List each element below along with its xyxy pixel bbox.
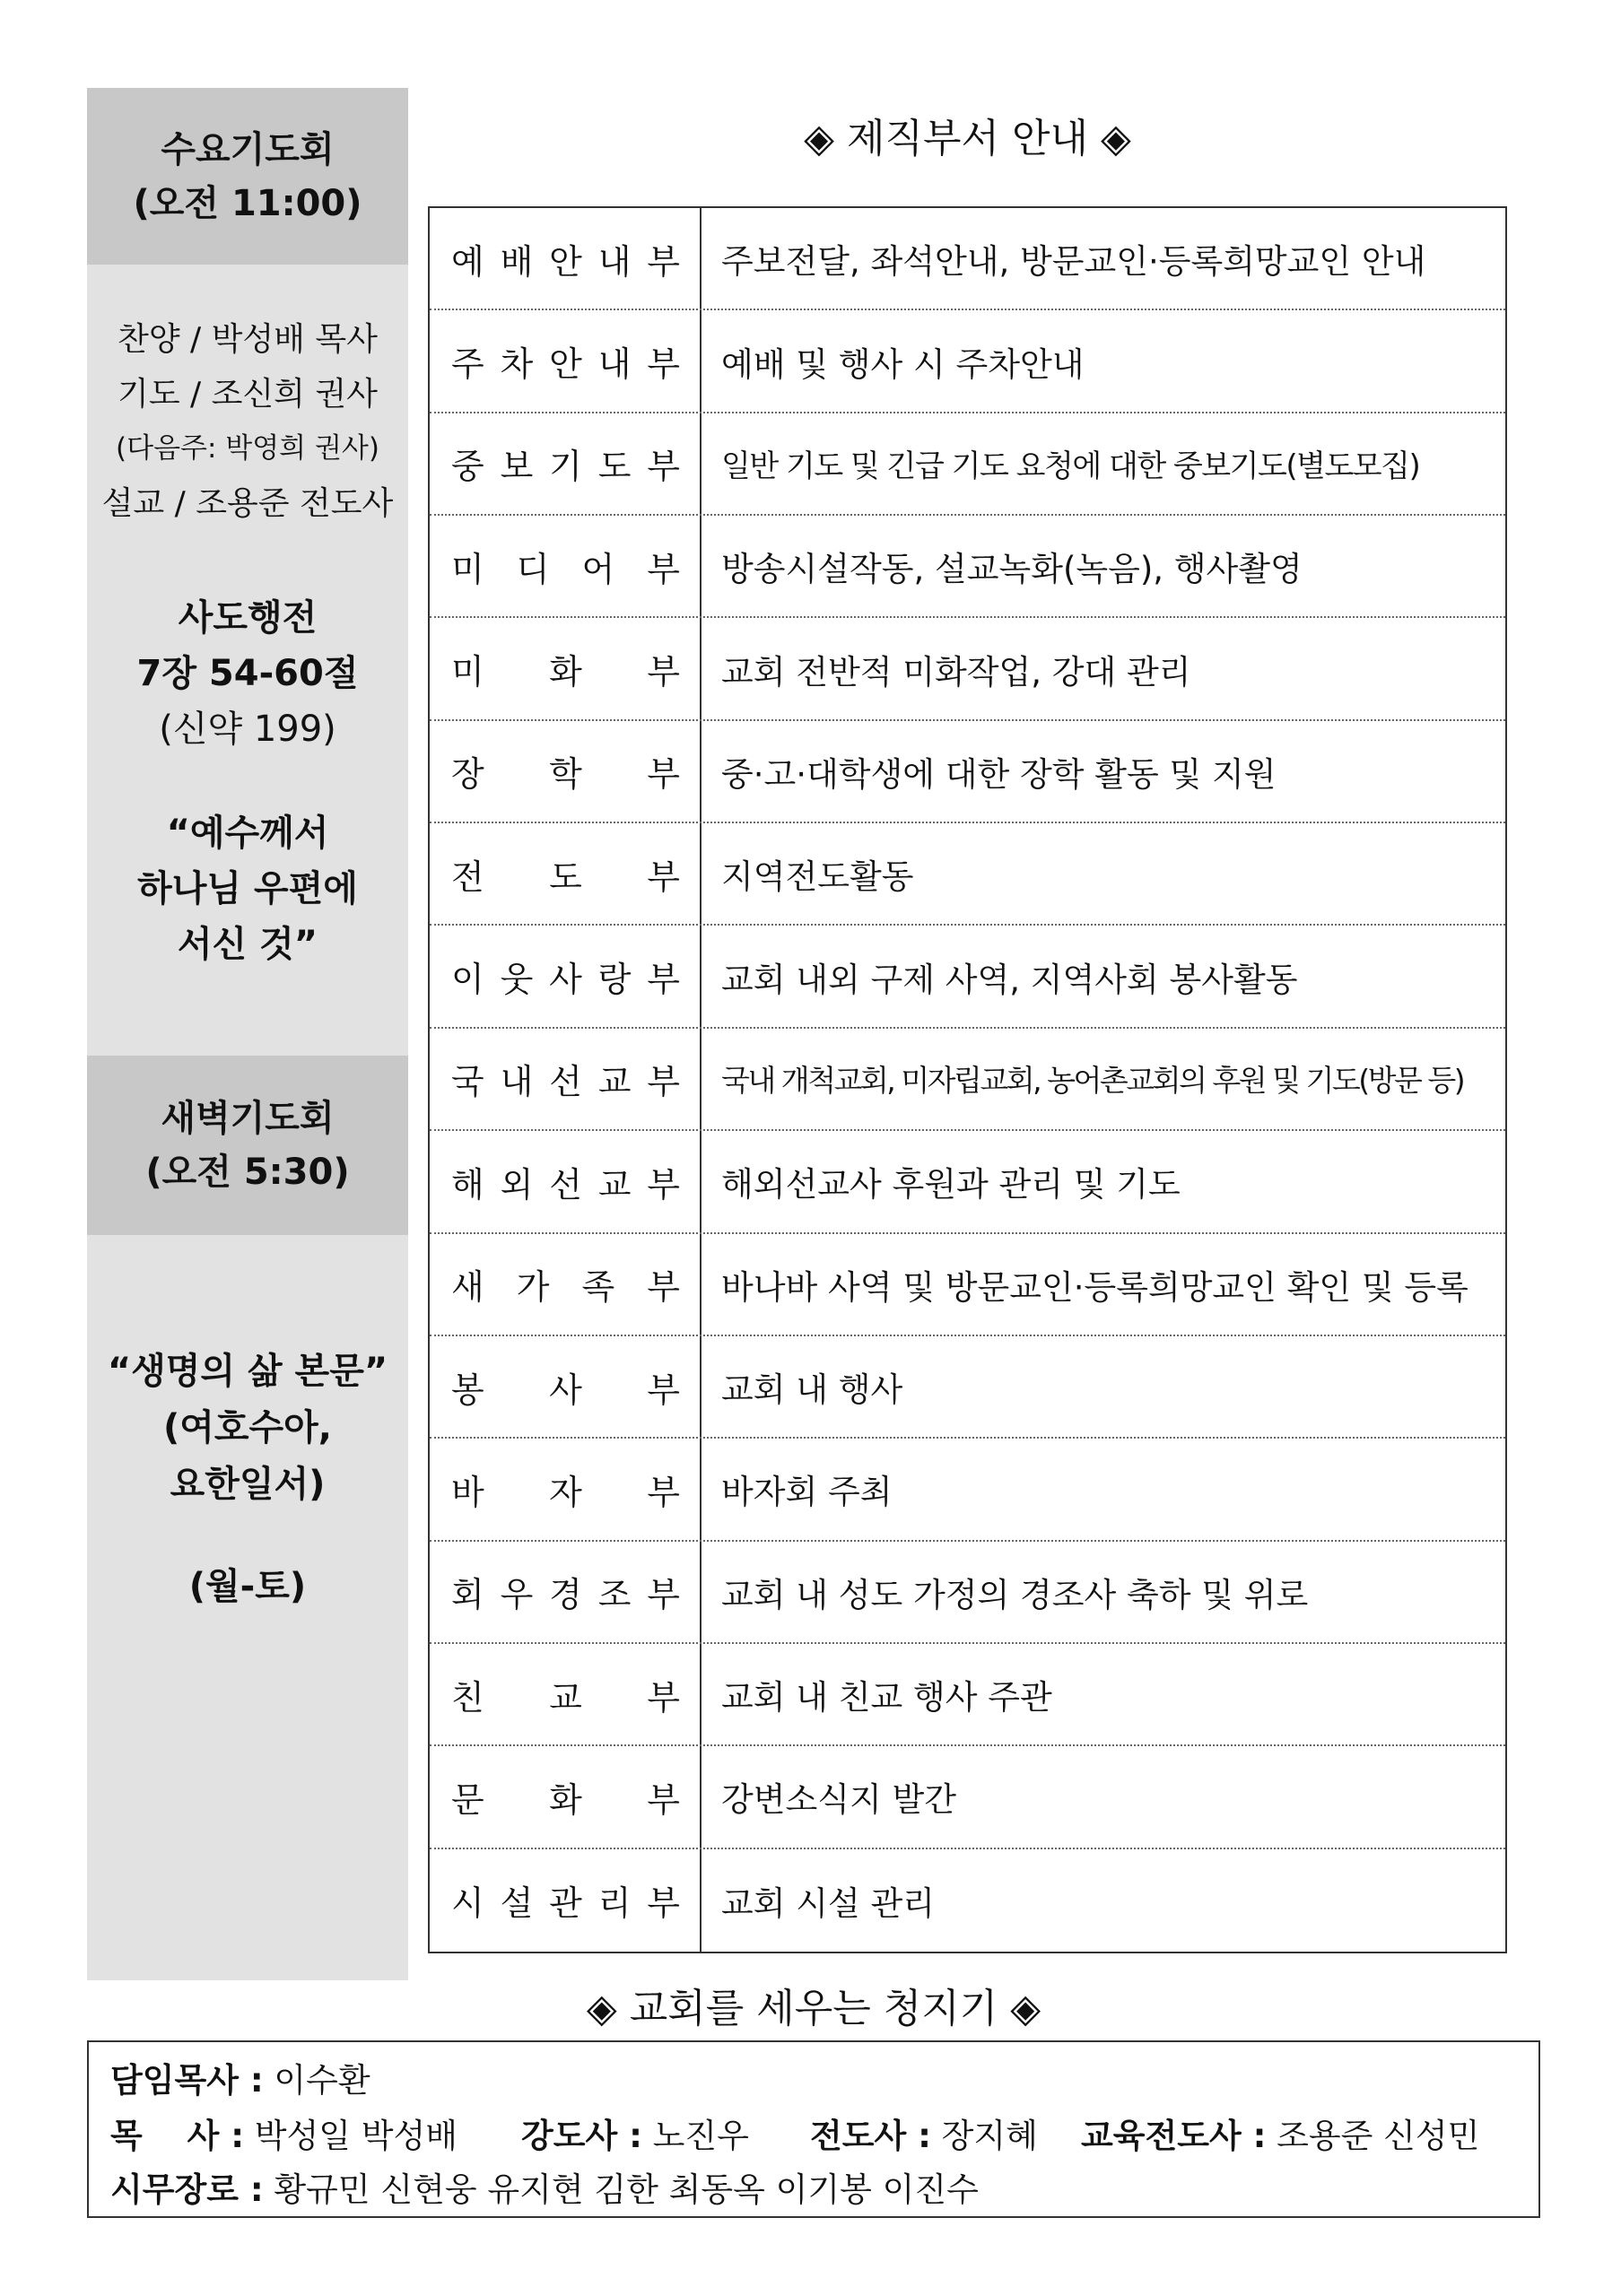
department-name <box>430 1234 702 1335</box>
department-name-char: 부 <box>647 1883 680 1924</box>
department-description: 예배 및 행사 시 주차안내 <box>721 344 1085 384</box>
dawn-days <box>87 1559 408 1615</box>
department-name-char: 친 <box>451 1677 484 1718</box>
department-name-char: 부 <box>647 652 680 692</box>
department-name-char: 사 <box>549 1370 582 1410</box>
department-name-char: 이 <box>451 960 484 1000</box>
departments-table <box>428 206 1507 1953</box>
dawn-text <box>87 1344 408 1513</box>
department-name-char: 설 <box>500 1883 534 1924</box>
edu-evangelist-label: 교육전도사 : <box>1081 2117 1267 2155</box>
department-name-char: 조 <box>597 1575 632 1615</box>
department-name-char: 중 <box>451 447 484 487</box>
dawn-text-line: (여호수아, <box>162 1407 333 1448</box>
department-description: 교회 내 친교 행사 주관 <box>721 1678 1052 1718</box>
department-name-char: 화 <box>549 1779 582 1820</box>
department-description: 교회 전반적 미화작업, 강대 관리 <box>721 652 1191 691</box>
department-description: 방송시설작동, 설교녹화(녹음), 행사촬영 <box>721 550 1303 589</box>
evangelist-names: 장지혜 <box>930 2117 1038 2155</box>
department-row <box>430 1336 1505 1439</box>
department-name-char: 미 <box>451 652 484 692</box>
department-name-char: 부 <box>647 1779 680 1820</box>
department-row <box>430 1131 1505 1233</box>
wednesday-title: 수요기도회 <box>161 128 335 170</box>
staff-line-senior <box>110 2053 370 2109</box>
department-name-char: 내 <box>500 1062 534 1102</box>
department-name-char: 내 <box>597 241 632 282</box>
department-row <box>430 823 1505 926</box>
department-row <box>430 208 1505 310</box>
dawn-text-line: “생명의 삶 본문” <box>107 1351 388 1392</box>
department-row <box>430 926 1505 1028</box>
department-name-char: 랑 <box>597 960 632 1000</box>
department-name-char: 교 <box>597 1164 632 1205</box>
dawn-text-line: 요한일서) <box>170 1464 326 1505</box>
dawn-prayer-header <box>87 1056 408 1235</box>
department-name-char: 주 <box>451 344 484 385</box>
staff-line-pastors <box>110 2109 1519 2164</box>
department-row <box>430 618 1505 720</box>
department-description: 지역전도활동 <box>721 857 914 897</box>
sermon-title-line: 하나님 우편에 <box>137 868 358 909</box>
sidebar <box>87 88 408 1980</box>
department-description: 국내 개척교회, 미자립교회, 농어촌교회의 후원 및 기도(방문 등) <box>721 1063 1464 1099</box>
department-name-char: 부 <box>647 241 680 282</box>
department-name <box>430 926 702 1026</box>
pastors-label: 목 사 : <box>110 2117 245 2155</box>
department-name-char: 부 <box>647 1062 680 1102</box>
department-row <box>430 413 1505 516</box>
department-name-char: 부 <box>647 1164 680 1205</box>
department-name-char: 부 <box>647 754 680 795</box>
sermon-title-line: “예수께서 <box>166 813 329 854</box>
department-name-char: 웃 <box>500 960 534 1000</box>
scripture-page: (신약 199) <box>159 709 336 750</box>
evangelist-label: 전도사 : <box>810 2117 931 2155</box>
department-name-char: 새 <box>451 1267 484 1308</box>
department-row <box>430 1849 1505 1952</box>
dawn-days-text: (월-토) <box>188 1566 307 1607</box>
department-name-char: 봉 <box>451 1370 484 1410</box>
department-name-char: 장 <box>451 754 484 795</box>
edu-evangelist-names: 조용준 신성민 <box>1266 2117 1480 2155</box>
service-roles <box>87 312 408 531</box>
department-name <box>430 310 702 411</box>
department-name-char: 전 <box>451 857 484 897</box>
sermon-title-line: 서신 것” <box>177 924 318 965</box>
department-name-char: 도 <box>549 857 582 897</box>
dawn-time: (오전 5:30) <box>145 1152 350 1193</box>
department-description: 일반 기도 및 긴급 기도 요청에 대한 중보기도(별도모집) <box>721 448 1420 485</box>
department-name <box>430 1439 702 1539</box>
department-row <box>430 1439 1505 1541</box>
department-name-char: 도 <box>597 447 632 487</box>
department-name-char: 부 <box>647 447 680 487</box>
department-name-char: 부 <box>647 344 680 385</box>
department-name-char: 해 <box>451 1164 484 1205</box>
dawn-title: 새벽기도회 <box>161 1098 335 1139</box>
department-name-char: 우 <box>500 1575 534 1615</box>
pastors-names: 박성일 박성배 <box>244 2117 458 2155</box>
department-name <box>430 721 702 822</box>
department-name <box>430 1029 702 1129</box>
department-name <box>430 1746 702 1847</box>
lecturer-label: 강도사 : <box>521 2117 642 2155</box>
edu-evangelist-entry <box>1081 2109 1479 2164</box>
staff-title: ◈ 교회를 세우는 청지기 ◈ <box>586 1986 1041 2031</box>
pastors-entry <box>110 2109 458 2164</box>
department-name-char: 부 <box>647 960 680 1000</box>
wednesday-time: (오전 11:00) <box>133 182 362 224</box>
scripture <box>87 590 408 757</box>
role-prayer: 기도 / 조신희 권사 <box>118 376 378 413</box>
department-name-char: 보 <box>500 447 534 487</box>
evangelist-entry <box>810 2109 1038 2164</box>
senior-pastor-names: 이수환 <box>263 2061 370 2100</box>
department-name-char: 자 <box>549 1472 582 1512</box>
department-name-char: 안 <box>549 344 582 385</box>
department-name-char: 부 <box>647 1370 680 1410</box>
department-name-char: 어 <box>581 549 615 589</box>
department-name-char: 배 <box>500 241 534 282</box>
department-name-char: 외 <box>500 1164 534 1205</box>
department-row <box>430 1542 1505 1644</box>
department-row <box>430 721 1505 823</box>
department-name-char: 디 <box>516 549 550 589</box>
department-name-char: 부 <box>647 1575 680 1615</box>
department-name-char: 차 <box>500 344 534 385</box>
department-name-char: 부 <box>647 1472 680 1512</box>
department-name-char: 부 <box>647 1267 680 1308</box>
department-description: 바자회 주최 <box>721 1473 893 1512</box>
department-name-char: 부 <box>647 549 680 589</box>
departments-title: ◈ 제직부서 안내 ◈ <box>804 116 1131 161</box>
elders-label: 시무장로 : <box>110 2170 264 2209</box>
department-name-char: 관 <box>549 1883 582 1924</box>
department-name <box>430 516 702 616</box>
department-name <box>430 1131 702 1231</box>
lecturer-names: 노진우 <box>641 2117 749 2155</box>
department-description: 교회 시설 관리 <box>721 1883 935 1923</box>
staff-line-elders <box>110 2162 979 2218</box>
department-name-char: 족 <box>581 1267 615 1308</box>
department-name-char: 미 <box>451 549 484 589</box>
department-name-char: 가 <box>516 1267 550 1308</box>
department-name-char: 시 <box>451 1883 484 1924</box>
sermon-title <box>87 805 408 972</box>
department-description: 바나바 사역 및 방문교인·등록희망교인 확인 및 등록 <box>721 1267 1468 1307</box>
department-name-char: 국 <box>451 1062 484 1102</box>
department-description: 중·고·대학생에 대한 장학 활동 및 지원 <box>721 754 1277 794</box>
department-name <box>430 208 702 309</box>
department-name-char: 기 <box>549 447 582 487</box>
department-name-char: 사 <box>549 960 582 1000</box>
lecturer-entry <box>521 2109 749 2164</box>
department-name-char: 교 <box>597 1062 632 1102</box>
department-name <box>430 1849 702 1952</box>
department-name-char: 경 <box>549 1575 582 1615</box>
department-name <box>430 823 702 924</box>
department-description: 교회 내외 구제 사역, 지역사회 봉사활동 <box>721 960 1298 999</box>
department-description: 교회 내 행사 <box>721 1370 903 1410</box>
department-name <box>430 618 702 718</box>
wednesday-prayer-header <box>87 88 408 265</box>
department-name-char: 안 <box>549 241 582 282</box>
elders-names: 황규민 신현웅 유지현 김한 최동옥 이기봉 이진수 <box>263 2170 979 2209</box>
department-name-char: 선 <box>549 1164 582 1205</box>
department-name <box>430 1644 702 1744</box>
scripture-book: 사도행전 <box>178 597 318 639</box>
department-name-char: 부 <box>647 857 680 897</box>
senior-pastor-label: 담임목사 : <box>110 2061 264 2100</box>
department-name-char: 내 <box>597 344 632 385</box>
department-name <box>430 1542 702 1642</box>
department-name-char: 교 <box>549 1677 582 1718</box>
department-name-char: 학 <box>549 754 582 795</box>
role-next-week: (다음주: 박영희 권사) <box>116 432 379 465</box>
department-row <box>430 1029 1505 1131</box>
role-praise: 찬양 / 박성배 목사 <box>118 321 378 358</box>
department-description: 해외선교사 후원과 관리 및 기도 <box>721 1165 1181 1205</box>
department-row <box>430 1746 1505 1848</box>
department-name-char: 예 <box>451 241 484 282</box>
department-name-char: 바 <box>451 1472 484 1512</box>
department-name-char: 선 <box>549 1062 582 1102</box>
department-name <box>430 413 702 514</box>
department-name-char: 화 <box>549 652 582 692</box>
department-name-char: 문 <box>451 1779 484 1820</box>
department-name-char: 회 <box>451 1575 484 1615</box>
staff-box <box>87 2040 1540 2218</box>
department-name-char: 부 <box>647 1677 680 1718</box>
department-row <box>430 1644 1505 1746</box>
department-description: 강변소식지 발간 <box>721 1780 956 1820</box>
department-row <box>430 310 1505 413</box>
department-description: 교회 내 성도 가정의 경조사 축하 및 위로 <box>721 1575 1309 1614</box>
role-sermon: 설교 / 조용준 전도사 <box>101 485 394 522</box>
department-name <box>430 1336 702 1437</box>
scripture-verses: 7장 54-60절 <box>136 653 359 694</box>
department-row <box>430 516 1505 618</box>
department-name-char: 리 <box>597 1883 632 1924</box>
department-description: 주보전달, 좌석안내, 방문교인·등록희망교인 안내 <box>721 242 1426 282</box>
department-row <box>430 1234 1505 1336</box>
